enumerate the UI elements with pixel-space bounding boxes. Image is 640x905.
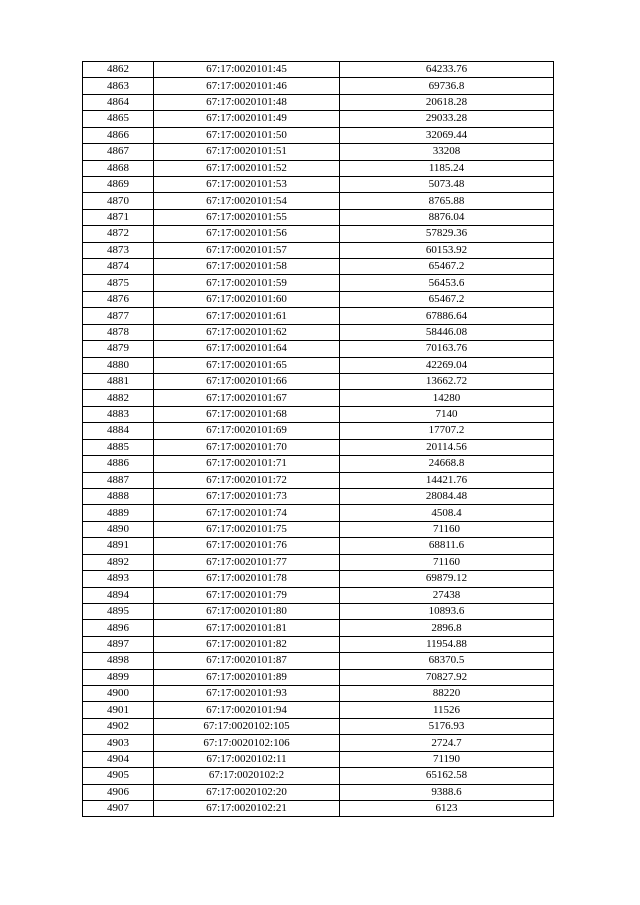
table-row — [83, 193, 554, 209]
value-cell: 29033.28 — [340, 111, 554, 127]
value-cell: 14280 — [340, 390, 554, 406]
table-row — [83, 587, 554, 603]
table-row — [83, 127, 554, 143]
cadastral-number-cell: 67:17:0020101:75 — [154, 521, 340, 537]
row-number-cell: 4864 — [83, 94, 154, 110]
table-row — [83, 259, 554, 275]
table-row — [83, 505, 554, 521]
row-number-cell: 4881 — [83, 374, 154, 390]
table-row — [83, 620, 554, 636]
cadastral-number-cell: 67:17:0020101:76 — [154, 538, 340, 554]
value-cell: 9388.6 — [340, 784, 554, 800]
row-number-cell: 4901 — [83, 702, 154, 718]
value-cell: 17707.2 — [340, 423, 554, 439]
table-row — [83, 669, 554, 685]
cadastral-number-cell: 67:17:0020101:61 — [154, 308, 340, 324]
value-cell: 2896.8 — [340, 620, 554, 636]
table-row — [83, 571, 554, 587]
cadastral-number-cell: 67:17:0020101:73 — [154, 488, 340, 504]
table-row — [83, 538, 554, 554]
value-cell: 88220 — [340, 686, 554, 702]
value-cell: 27438 — [340, 587, 554, 603]
cadastral-number-cell: 67:17:0020101:52 — [154, 160, 340, 176]
row-number-cell: 4888 — [83, 488, 154, 504]
table-row — [83, 768, 554, 784]
cadastral-number-cell: 67:17:0020101:78 — [154, 571, 340, 587]
value-cell: 1185.24 — [340, 160, 554, 176]
table-row — [83, 78, 554, 94]
row-number-cell: 4865 — [83, 111, 154, 127]
row-number-cell: 4889 — [83, 505, 154, 521]
cadastral-number-cell: 67:17:0020102:106 — [154, 735, 340, 751]
table-row — [83, 439, 554, 455]
row-number-cell: 4875 — [83, 275, 154, 291]
value-cell: 70163.76 — [340, 341, 554, 357]
cadastral-number-cell: 67:17:0020101:65 — [154, 357, 340, 373]
table-row — [83, 341, 554, 357]
row-number-cell: 4895 — [83, 603, 154, 619]
table-row — [83, 636, 554, 652]
table-row — [83, 62, 554, 78]
value-cell: 42269.04 — [340, 357, 554, 373]
data-table — [82, 61, 554, 817]
cadastral-number-cell: 67:17:0020101:50 — [154, 127, 340, 143]
cadastral-number-cell: 67:17:0020101:87 — [154, 653, 340, 669]
value-cell: 14421.76 — [340, 472, 554, 488]
cadastral-number-cell: 67:17:0020101:48 — [154, 94, 340, 110]
cadastral-number-cell: 67:17:0020101:62 — [154, 324, 340, 340]
row-number-cell: 4876 — [83, 291, 154, 307]
cadastral-number-cell: 67:17:0020101:51 — [154, 144, 340, 160]
row-number-cell: 4863 — [83, 78, 154, 94]
value-cell: 58446.08 — [340, 324, 554, 340]
table-row — [83, 702, 554, 718]
cadastral-number-cell: 67:17:0020101:72 — [154, 472, 340, 488]
table-row — [83, 456, 554, 472]
value-cell: 67886.64 — [340, 308, 554, 324]
value-cell: 13662.72 — [340, 374, 554, 390]
row-number-cell: 4883 — [83, 406, 154, 422]
value-cell: 4508.4 — [340, 505, 554, 521]
table-row — [83, 144, 554, 160]
value-cell: 57829.36 — [340, 226, 554, 242]
cadastral-number-cell: 67:17:0020101:82 — [154, 636, 340, 652]
cadastral-number-cell: 67:17:0020101:57 — [154, 242, 340, 258]
row-number-cell: 4868 — [83, 160, 154, 176]
row-number-cell: 4870 — [83, 193, 154, 209]
row-number-cell: 4897 — [83, 636, 154, 652]
cadastral-number-cell: 67:17:0020101:64 — [154, 341, 340, 357]
cadastral-number-cell: 67:17:0020101:58 — [154, 259, 340, 275]
value-cell: 20114.56 — [340, 439, 554, 455]
value-cell: 71160 — [340, 554, 554, 570]
cadastral-number-cell: 67:17:0020101:49 — [154, 111, 340, 127]
row-number-cell: 4905 — [83, 768, 154, 784]
value-cell: 28084.48 — [340, 488, 554, 504]
table-row — [83, 751, 554, 767]
table-row — [83, 406, 554, 422]
cadastral-number-cell: 67:17:0020101:54 — [154, 193, 340, 209]
value-cell: 8765.88 — [340, 193, 554, 209]
row-number-cell: 4900 — [83, 686, 154, 702]
cadastral-number-cell: 67:17:0020102:20 — [154, 784, 340, 800]
value-cell: 32069.44 — [340, 127, 554, 143]
table-row — [83, 472, 554, 488]
cadastral-number-cell: 67:17:0020101:93 — [154, 686, 340, 702]
cadastral-number-cell: 67:17:0020102:11 — [154, 751, 340, 767]
value-cell: 5176.93 — [340, 718, 554, 734]
cadastral-number-cell: 67:17:0020101:46 — [154, 78, 340, 94]
cadastral-number-cell: 67:17:0020101:94 — [154, 702, 340, 718]
value-cell: 68811.6 — [340, 538, 554, 554]
table-row — [83, 308, 554, 324]
cadastral-number-cell: 67:17:0020101:89 — [154, 669, 340, 685]
table-row — [83, 160, 554, 176]
value-cell: 5073.48 — [340, 176, 554, 192]
value-cell: 64233.76 — [340, 62, 554, 78]
cadastral-number-cell: 67:17:0020101:74 — [154, 505, 340, 521]
value-cell: 24668.8 — [340, 456, 554, 472]
table-row — [83, 275, 554, 291]
row-number-cell: 4906 — [83, 784, 154, 800]
value-cell: 11954.88 — [340, 636, 554, 652]
row-number-cell: 4904 — [83, 751, 154, 767]
cadastral-number-cell: 67:17:0020102:2 — [154, 768, 340, 784]
value-cell: 69736.8 — [340, 78, 554, 94]
row-number-cell: 4882 — [83, 390, 154, 406]
table-row — [83, 111, 554, 127]
table-row — [83, 94, 554, 110]
value-cell: 65162.58 — [340, 768, 554, 784]
cadastral-number-cell: 67:17:0020101:66 — [154, 374, 340, 390]
row-number-cell: 4890 — [83, 521, 154, 537]
row-number-cell: 4867 — [83, 144, 154, 160]
row-number-cell: 4877 — [83, 308, 154, 324]
cadastral-number-cell: 67:17:0020101:70 — [154, 439, 340, 455]
row-number-cell: 4902 — [83, 718, 154, 734]
table-row — [83, 603, 554, 619]
cadastral-number-cell: 67:17:0020101:53 — [154, 176, 340, 192]
table-row — [83, 735, 554, 751]
row-number-cell: 4884 — [83, 423, 154, 439]
value-cell: 6123 — [340, 800, 554, 816]
cadastral-number-cell: 67:17:0020101:67 — [154, 390, 340, 406]
value-cell: 20618.28 — [340, 94, 554, 110]
table-row — [83, 784, 554, 800]
table-row — [83, 554, 554, 570]
table-row — [83, 324, 554, 340]
table-row — [83, 291, 554, 307]
cadastral-number-cell: 67:17:0020102:105 — [154, 718, 340, 734]
table-row — [83, 521, 554, 537]
value-cell: 33208 — [340, 144, 554, 160]
value-cell: 65467.2 — [340, 291, 554, 307]
row-number-cell: 4869 — [83, 176, 154, 192]
table-row — [83, 390, 554, 406]
row-number-cell: 4872 — [83, 226, 154, 242]
value-cell: 65467.2 — [340, 259, 554, 275]
cadastral-number-cell: 67:17:0020101:80 — [154, 603, 340, 619]
row-number-cell: 4892 — [83, 554, 154, 570]
cadastral-number-cell: 67:17:0020101:45 — [154, 62, 340, 78]
value-cell: 56453.6 — [340, 275, 554, 291]
table-body — [83, 62, 554, 817]
row-number-cell: 4885 — [83, 439, 154, 455]
value-cell: 7140 — [340, 406, 554, 422]
table-row — [83, 488, 554, 504]
cadastral-number-cell: 67:17:0020101:71 — [154, 456, 340, 472]
value-cell: 69879.12 — [340, 571, 554, 587]
table-row — [83, 718, 554, 734]
value-cell: 8876.04 — [340, 209, 554, 225]
value-cell: 11526 — [340, 702, 554, 718]
row-number-cell: 4893 — [83, 571, 154, 587]
row-number-cell: 4887 — [83, 472, 154, 488]
row-number-cell: 4886 — [83, 456, 154, 472]
row-number-cell: 4903 — [83, 735, 154, 751]
cadastral-number-cell: 67:17:0020101:56 — [154, 226, 340, 242]
row-number-cell: 4899 — [83, 669, 154, 685]
table-row — [83, 242, 554, 258]
row-number-cell: 4891 — [83, 538, 154, 554]
row-number-cell: 4894 — [83, 587, 154, 603]
row-number-cell: 4907 — [83, 800, 154, 816]
cadastral-number-cell: 67:17:0020101:59 — [154, 275, 340, 291]
table-row — [83, 423, 554, 439]
row-number-cell: 4873 — [83, 242, 154, 258]
table-row — [83, 209, 554, 225]
row-number-cell: 4898 — [83, 653, 154, 669]
value-cell: 71160 — [340, 521, 554, 537]
row-number-cell: 4878 — [83, 324, 154, 340]
cadastral-number-cell: 67:17:0020101:79 — [154, 587, 340, 603]
value-cell: 2724.7 — [340, 735, 554, 751]
value-cell: 10893.6 — [340, 603, 554, 619]
table-row — [83, 176, 554, 192]
table-row — [83, 800, 554, 816]
row-number-cell: 4880 — [83, 357, 154, 373]
row-number-cell: 4866 — [83, 127, 154, 143]
cadastral-number-cell: 67:17:0020101:55 — [154, 209, 340, 225]
table-row — [83, 357, 554, 373]
cadastral-number-cell: 67:17:0020101:77 — [154, 554, 340, 570]
cadastral-number-cell: 67:17:0020101:69 — [154, 423, 340, 439]
value-cell: 71190 — [340, 751, 554, 767]
cadastral-number-cell: 67:17:0020101:60 — [154, 291, 340, 307]
cadastral-number-cell: 67:17:0020102:21 — [154, 800, 340, 816]
table-row — [83, 226, 554, 242]
row-number-cell: 4896 — [83, 620, 154, 636]
row-number-cell: 4874 — [83, 259, 154, 275]
cadastral-number-cell: 67:17:0020101:68 — [154, 406, 340, 422]
value-cell: 70827.92 — [340, 669, 554, 685]
table-row — [83, 653, 554, 669]
table-row — [83, 686, 554, 702]
value-cell: 68370.5 — [340, 653, 554, 669]
cadastral-number-cell: 67:17:0020101:81 — [154, 620, 340, 636]
table-row — [83, 374, 554, 390]
row-number-cell: 4871 — [83, 209, 154, 225]
row-number-cell: 4862 — [83, 62, 154, 78]
value-cell: 60153.92 — [340, 242, 554, 258]
row-number-cell: 4879 — [83, 341, 154, 357]
